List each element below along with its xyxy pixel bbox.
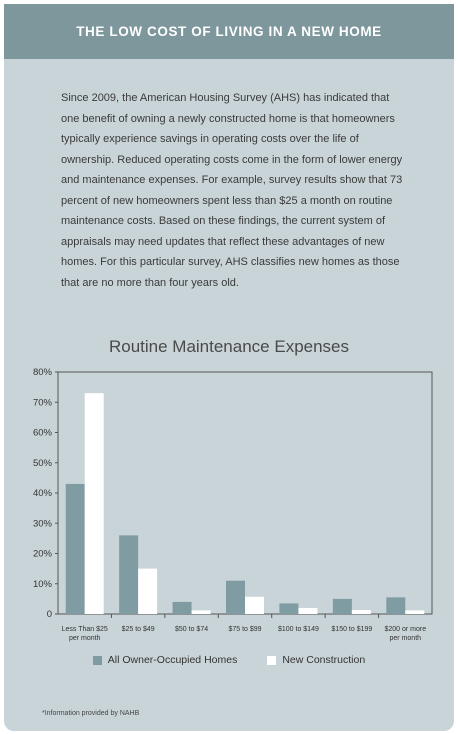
- bar-series-2: [138, 569, 157, 614]
- bar-series-1: [119, 535, 138, 614]
- x-tick-label: per month: [389, 635, 422, 642]
- x-tick-label: $75 to $99: [228, 626, 262, 633]
- x-tick-label: $100 to $149: [277, 626, 319, 633]
- x-tick-label: $150 to $199: [331, 626, 373, 633]
- legend-item-series-1: [93, 654, 238, 666]
- bar-series-1: [386, 597, 405, 614]
- page-title: THE LOW COST OF LIVING IN A NEW HOME: [4, 4, 454, 59]
- legend-swatch: [267, 656, 276, 665]
- plot-frame: [58, 372, 432, 614]
- bar-series-2: [192, 610, 211, 614]
- chart-title: Routine Maintenance Expenses: [108, 337, 350, 356]
- bar-series-1: [173, 602, 192, 614]
- bar-series-1: [279, 603, 298, 614]
- y-tick-label: 60%: [32, 427, 52, 439]
- y-tick-label: 30%: [32, 518, 52, 530]
- footnote: *Information provided by NAHB: [42, 710, 140, 717]
- y-tick-label: 10%: [32, 578, 52, 590]
- y-tick-label: 0: [46, 609, 52, 620]
- bar-series-2: [245, 597, 264, 614]
- x-tick-label: per month: [68, 635, 101, 642]
- bar-series-2: [298, 608, 317, 614]
- legend-swatch: [93, 656, 102, 665]
- legend-item-series-2: [267, 654, 365, 666]
- bar-series-2: [352, 610, 371, 614]
- bar-series-1: [333, 599, 352, 614]
- y-tick-label: 80%: [32, 367, 52, 378]
- y-tick-label: 50%: [32, 457, 52, 469]
- bar-series-2: [405, 610, 424, 614]
- bar-series-1: [66, 484, 85, 614]
- bar-series-2: [85, 393, 104, 614]
- bar-chart: [4, 362, 454, 647]
- x-tick-label: $50 to $74: [175, 626, 209, 633]
- body-paragraph: Since 2009, the American Housing Survey (AHS) has indicated that one benefit of owning a newly constructed home is that homeowners typically experience savings in operating costs over the life of ownership. Reduced operating costs come in the form of lower energy and maintenance expenses. For example, survey results show that 73 percent of new homeowners spent less than $25 a month on routine maintenance costs. Based on these findings, the current system of appraisals may need updates that reflect these advantages of new homes. For this particular survey, AHS classifies new homes as those that are no more than four years old.: [61, 92, 403, 289]
- y-tick-label: 70%: [32, 397, 52, 409]
- x-tick-label: $25 to $49: [121, 626, 155, 633]
- y-tick-label: 20%: [32, 548, 52, 560]
- legend-label: New Construction: [282, 654, 366, 666]
- legend-label: All Owner-Occupied Homes: [107, 654, 238, 666]
- info-card: [4, 4, 454, 731]
- x-tick-label: $200 or more: [384, 626, 427, 633]
- x-tick-label: Less Than $25: [61, 626, 108, 633]
- bar-series-1: [226, 581, 245, 614]
- chart-legend: [4, 654, 454, 666]
- y-tick-label: 40%: [32, 488, 52, 499]
